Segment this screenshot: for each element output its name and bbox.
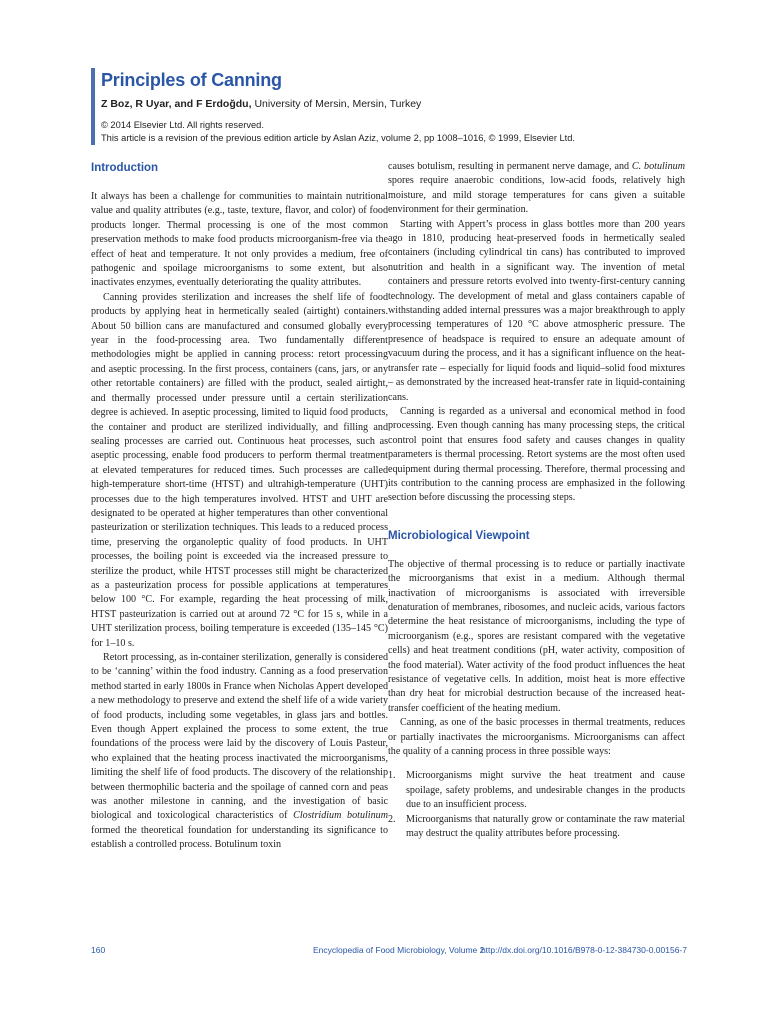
paragraph: Canning provides sterilization and increases the shelf life of food products by applying heat in hermetically sealed (airtight) containers. About 50 billion cans are manufactured and consumed globally every year in the food-processing area. Two fundamentally different methodologies might be applied in canning process: retort processing and aseptic processing. In the first process, containers (cans, jars, or any other retortable containers) are filled with the product, sealed airtight, and thermally processed under pressure until a certain sterilization degree is achieved. In aseptic processing, limited to liquid food products, the container and product are sterilized individually, and filling and sealing processes are carried out. Continuous heat processes, such as aseptic processing, enable food producers to perform thermal treatment at elevated temperatures for reduced times. Such processes are called high-temperature short-time (HTST) and ultrahigh-temperature (UHT) processes due to the high temperatures involved. HTST and UHT are designated to be operated at higher temperatures than other conventional pasteurization or sterilization techniques. This leads to a reduced process time, preserving the organoleptic quality of food products. In UHT processes, the boiling point is exceeded via the increased pressure to sterilize the product, while HTST processes still might be characterized as a pasteurization process for possible applications at temperatures below 100 °C. For example, regarding the heat processing of milk, HTST pasteurization is carried out at around 72 °C for 15 s, while in a UHT sterilization process, boiling temperature is exceeded (135–145 °C) for 1–10 s. [91, 291, 388, 649]
list-item [388, 769, 685, 812]
author-line [101, 96, 701, 112]
copyright-line: © 2014 Elsevier Ltd. All rights reserved. [101, 120, 264, 130]
copyright-block [101, 119, 701, 145]
doi-link[interactable]: http://dx.doi.org/10.1016/B978-0-12-384730-0.00156-7 [480, 945, 687, 955]
page-number: 160 [91, 945, 106, 955]
journal-name: Encyclopedia of Food Microbiology, Volume 2 [313, 945, 485, 955]
paragraph-text: Retort processing, as in-container sterilization, generally is considered to be ‘canning’ within the food industry. Canning as a food preservation method started in early 1800s in France when Nicholas Appert developed a new methodology to preserve and extend the shelf life of a wide variety of food products, including some vegetables, in glass jars and bottles. Even though Appert explained the process to some extent, the true foundations of the process were laid by the discovery of Louis Pasteur, who explained that the heating process inactivated the microorganisms, limiting the shelf life of food products. The discovery of the relationship between thermophilic bacteria and the spoilage of canned corn and peas was another milestone in canning, and the investigation of basic biological and toxicological characteristics of [91, 652, 388, 822]
right-column [388, 160, 685, 841]
list-item [388, 813, 685, 842]
paragraph: Canning, as one of the basic processes in thermal treatments, reduces or partially inactivates the microorganisms. Microorganisms can affect the quality of a canning process in three possible ways: [388, 717, 685, 758]
species-name: Clostridium botulinum [293, 810, 388, 822]
list-item-text: Microorganisms that naturally grow or contaminate the raw material may destruct the quality attributes before processing. [406, 813, 685, 840]
list-number: 2. [388, 813, 396, 825]
paragraph [388, 160, 685, 218]
paragraph: It always has been a challenge for communities to maintain nutritional value and quality attributes (e.g., taste, texture, flavor, and color) of food products longer. Thermal processing is one of the most common preservation methods to make food products microorganism-free via the effect of heat and temperature. It not only provides a medium, free of pathogenic and spoilage microorganisms to some extent, but also inactivates enzymes, eventually deteriorating the quality attributes. [91, 191, 388, 289]
article-header [91, 68, 701, 145]
revision-note: This article is a revision of the previous edition article by Aslan Aziz, volume 2, pp 1008–1016, © 1999, Elsevier Ltd. [101, 133, 576, 143]
paragraph-text: formed the theoretical foundation for understanding its significance to establish a controlled process. Botulinum toxin [91, 824, 388, 851]
left-column [91, 160, 388, 853]
paragraph: The objective of thermal processing is to reduce or partially inactivate the microorganisms that exist in a medium. Although thermal inactivation of microorganisms is associated with irreversible denaturation of membranes, ribosomes, and nucleic acids, various factors determine the heat resistance of microorganisms, including the type of microorganism (e.g., spores are resistant compared with the vegetative cells) and heat treatment conditions (pH, water activity, composition of the food material). Water activity of the food product influences the heat resistance of vegetative cells. In addition, moist heat is more effective than dry heat for microbial destruction because of the increased heat-transfer coefficient of the heating medium. [388, 558, 685, 714]
numbered-list [388, 769, 685, 841]
article-title: Principles of Canning [101, 70, 282, 90]
paragraph: Canning is regarded as a universal and economical method in food processing. Even though canning has many processing steps, the critical control point that ensures food safety and causes changes in quality parameters is thermal processing. Retort systems are the most often used equipment during thermal processing. Therefore, thermal processing and its contribution to the canning process are emphasized in the following section before discussing the processing steps. [388, 405, 685, 504]
section-heading-microbiological-viewpoint: Microbiological Viewpoint [388, 529, 530, 542]
paragraph-text: spores require anaerobic conditions, low-acid foods, relatively high moisture, and mild storage temperatures for cans given a suitable environment for their germination. [388, 175, 685, 216]
list-item-text: Microorganisms might survive the heat treatment and cause spoilage, safety problems, and undesirable changes in the products due to an insufficient process. [406, 770, 685, 811]
list-number: 1. [388, 770, 396, 782]
section-heading-introduction: Introduction [91, 162, 159, 174]
paragraph: Starting with Appert’s process in glass bottles more than 200 years ago in 1810, producing heat-preserved foods in hermetically sealed containers (including cylindrical tin cans) has contributed to improved nutrition and health in a significant way. The invention of metal containers and pressure retorts evolved into twenty-first-century canning technology. The development of metal and glass containers capable of withstanding added internal pressures was a major breakthrough to apply processing temperatures of 120 °C above atmospheric pressure. The presence of headspace is required to ensure an adequate amount of vacuum during the process, and it has a significant influence on the heat-transfer rate – especially for liquid foods and liquid–solid food mixtures – as demonstrated by the increased heat-transfer rate in liquid-containing cans. [388, 218, 685, 403]
paragraph-text: causes botulism, resulting in permanent nerve damage, and [388, 161, 632, 172]
species-name: C. botulinum [631, 161, 685, 172]
affiliation: University of Mersin, Mersin, Turkey [254, 98, 422, 110]
paragraph [91, 651, 388, 853]
author-names: Z Boz, R Uyar, and F Erdoğdu, [101, 98, 252, 110]
page-footer [91, 945, 687, 957]
